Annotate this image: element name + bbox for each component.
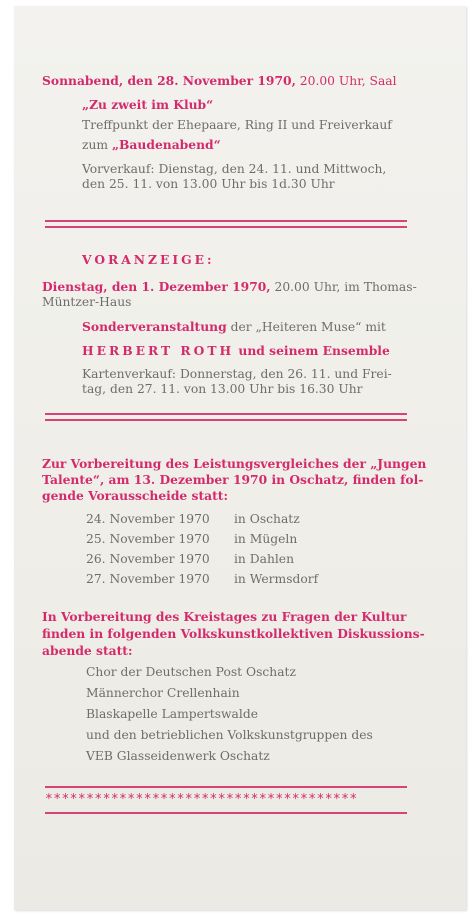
event1-date-bold: Sonnabend, den 28. November 1970, — [42, 73, 296, 88]
announcement-date-bold: Dienstag, den 1. Dezember 1970, — [42, 279, 271, 294]
culture-intro-line2: finden in folgenden Volkskunstkollektiven Diskussions- — [42, 626, 425, 641]
competition-place: in Mügeln — [234, 532, 298, 546]
event1-presale-line1: Vorverkauf: Dienstag, den 24. 11. und Mittwoch, — [82, 162, 387, 176]
announcement-special-rest: der „Heiteren Muse“ mit — [226, 320, 386, 334]
announcement-special-bold: Sonderveranstaltung — [82, 319, 227, 334]
announcement-venue: Müntzer-Haus — [42, 295, 132, 309]
competition-place: in Oschatz — [234, 512, 300, 526]
competition-date-row — [86, 552, 294, 566]
announcement-artist-name: HERBERT ROTH — [82, 343, 235, 358]
divider-1a — [45, 220, 407, 222]
event1-date-rest: 20.00 Uhr, Saal — [295, 74, 397, 88]
competition-date: 26. November 1970 — [86, 552, 210, 566]
culture-group: und den betrieblichen Volkskunstgruppen des — [86, 728, 373, 742]
culture-intro-line1: In Vorbereitung des Kreistages zu Fragen der Kultur — [42, 609, 407, 624]
competition-place: in Dahlen — [234, 552, 295, 566]
announcement-artist — [82, 342, 390, 360]
announcement-tickets-line1: Kartenverkauf: Donnerstag, den 26. 11. und Frei- — [82, 367, 392, 381]
competition-intro-line1: Zur Vorbereitung des Leistungsvergleiches der „Jungen — [42, 456, 427, 471]
culture-group: Chor der Deutschen Post Oschatz — [86, 665, 296, 679]
event1-zum: zum — [82, 138, 112, 152]
announcement-special — [82, 318, 386, 336]
competition-intro-line2: Talente“, am 13. Dezember 1970 in Oschatz, finden fol- — [42, 472, 424, 487]
competition-place: in Wermsdorf — [234, 572, 319, 586]
announcement-date-rest: 20.00 Uhr, im Thomas- — [270, 280, 417, 294]
star-border: ************************************** — [45, 792, 358, 807]
event1-title: „Zu zweit im Klub“ — [82, 97, 214, 112]
competition-intro-line3: gende Vorausscheide statt: — [42, 488, 229, 503]
culture-group: VEB Glasseidenwerk Oschatz — [86, 749, 270, 763]
event1-baudenabend — [82, 136, 221, 154]
announcement-tickets-line2: tag, den 27. 11. von 13.00 Uhr bis 16.30 Uhr — [82, 382, 363, 396]
culture-group: Blaskapelle Lampertswalde — [86, 707, 258, 721]
competition-date-row — [86, 512, 300, 526]
divider-3a — [45, 786, 407, 788]
event1-presale-line2: den 25. 11. von 13.00 Uhr bis 1d.30 Uhr — [82, 177, 335, 191]
announcement-heading: VORANZEIGE: — [82, 252, 215, 267]
competition-date-row — [86, 532, 297, 546]
culture-intro-line3: abende statt: — [42, 643, 133, 658]
event1-description: Treffpunkt der Ehepaare, Ring II und Freiverkauf — [82, 118, 392, 132]
divider-2b — [45, 419, 407, 421]
competition-date: 27. November 1970 — [86, 572, 210, 586]
announcement-artist-rest: und seinem Ensemble — [234, 343, 390, 358]
event1-baudenabend-title: „Baudenabend“ — [111, 137, 221, 152]
competition-date-row — [86, 572, 318, 586]
divider-1b — [45, 226, 407, 228]
divider-3b — [45, 812, 407, 814]
competition-date: 24. November 1970 — [86, 512, 210, 526]
competition-date: 25. November 1970 — [86, 532, 210, 546]
culture-group: Männerchor Crellenhain — [86, 686, 240, 700]
event1-date — [42, 72, 397, 90]
divider-2a — [45, 413, 407, 415]
